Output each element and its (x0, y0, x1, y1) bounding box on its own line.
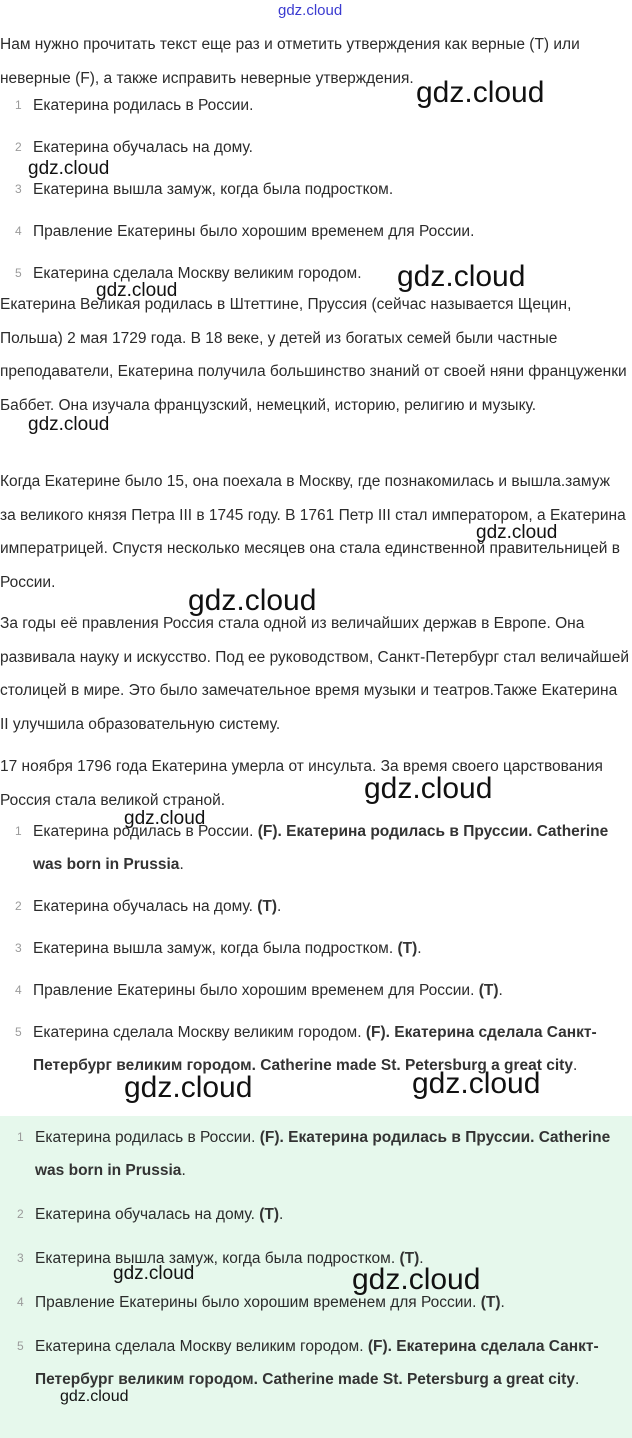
answer-statement: Правление Екатерины было хорошим временем для России. (35, 1294, 481, 1311)
answer-number: 2 (17, 1207, 24, 1221)
answer-number: 3 (17, 1251, 24, 1265)
answer-mark: (F). (257, 823, 282, 840)
answer-tail: . (277, 898, 282, 915)
answer-tail: . (574, 1371, 580, 1388)
watermark-text: gdz.cloud (352, 1263, 481, 1296)
watermark-text: gdz.cloud (124, 808, 206, 829)
answer-tail: . (498, 982, 503, 999)
answer-item (0, 1330, 632, 1396)
answer-number: 1 (17, 1130, 24, 1144)
watermark-text: gdz.cloud (188, 584, 317, 617)
answer-number: 4 (15, 983, 22, 997)
statement-text: Екатерина сделала Москву великим городом. (33, 265, 362, 282)
statement-item (0, 215, 630, 248)
watermark-text: gdz.cloud (364, 772, 493, 805)
answer-number: 3 (15, 941, 22, 955)
answer-item (0, 1286, 632, 1319)
statement-number: 4 (15, 224, 22, 238)
answers-list (0, 815, 630, 1082)
reading-paragraph: Екатерина Великая родилась в Штеттине, Пруссия (сейчас называется Щецин, Польша) 2 мая 1729 года. В 18 веке, у детей из богатых семей были частные преподаватели, Екатерина получила большинство знаний от своей няни француженки Баббет. Она изучала французский, немецкий, историю, религию и музыку. (0, 296, 627, 414)
watermark-text: gdz.cloud (60, 1388, 129, 1405)
watermark-text: gdz.cloud (416, 76, 545, 109)
watermark-text: gdz.cloud (476, 522, 558, 543)
answer-statement: Екатерина родилась в России. (33, 823, 258, 840)
answer-mark: (F). (259, 1129, 284, 1146)
statement-item (0, 257, 630, 290)
statement-number: 3 (15, 182, 22, 196)
statement-number: 2 (15, 140, 22, 154)
answer-statement: Екатерина обучалась на дому. (35, 1206, 260, 1223)
header-watermark: gdz.cloud (278, 2, 343, 19)
watermark-text: gdz.cloud (397, 260, 526, 293)
answer-statement: Екатерина родилась в России. (35, 1129, 260, 1146)
watermark-text: gdz.cloud (412, 1067, 541, 1100)
answer-mark: (F). (367, 1338, 392, 1355)
statement-number: 5 (15, 266, 22, 280)
answer-statement: Правление Екатерины было хорошим временем для России. (33, 982, 479, 999)
answer-statement: Екатерина вышла замуж, когда была подростком. (35, 1250, 400, 1267)
answer-correction: Екатерина родилась в Пруссии. Catherine was born in Prussia (35, 1129, 611, 1179)
statement-text: Екатерина родилась в России. (33, 97, 254, 114)
statement-text: Екатерина обучалась на дому. (33, 139, 253, 156)
watermark-text: gdz.cloud (28, 158, 110, 179)
statements-list (0, 89, 630, 290)
answer-statement: Екатерина сделала Москву великим городом. (35, 1338, 368, 1355)
answer-mark: (T) (480, 1294, 501, 1311)
reading-paragraph: Когда Екатерине было 15, она поехала в Москву, где познакомилась и вышла.замуж за великого князя Петра III в 1745 году. В 1761 Петр III стал императором, а Екатерина императрицей. Спустя несколько месяцев она стала единственной правительницей в России. (0, 473, 626, 591)
watermark-text: gdz.cloud (28, 414, 110, 435)
answer-correction: Екатерина родилась в Пруссии. Catherine was born in Prussia (33, 823, 609, 873)
watermark-text: gdz.cloud (124, 1071, 253, 1104)
watermark-text: gdz.cloud (96, 280, 178, 301)
statement-number: 1 (15, 98, 22, 112)
reading-paragraph: 17 ноября 1796 года Екатерина умерла от инсульта. За время своего царствования Россия стала великой страной. (0, 758, 603, 809)
answer-number: 5 (17, 1339, 24, 1353)
answer-item (0, 890, 630, 923)
answer-mark: (T) (478, 982, 499, 999)
answer-tail: . (500, 1294, 505, 1311)
answer-item (0, 815, 630, 881)
answer-item (0, 1242, 632, 1275)
answer-item (0, 974, 630, 1007)
answer-correction: Екатерина сделала Санкт-Петербург великим городом. Catherine made St. Petersburg a great city (35, 1338, 599, 1388)
answer-tail: . (181, 1162, 186, 1179)
answer-tail: . (417, 940, 422, 957)
answer-mark: (F). (365, 1024, 390, 1041)
answer-item (0, 932, 630, 965)
statement-text: Екатерина вышла замуж, когда была подростком. (33, 181, 394, 198)
answer-statement: Екатерина вышла замуж, когда была подростком. (33, 940, 398, 957)
answer-number: 4 (17, 1295, 24, 1309)
answer-item (0, 1198, 632, 1231)
answer-tail: . (419, 1250, 424, 1267)
answer-number: 2 (15, 899, 22, 913)
answer-mark: (T) (397, 940, 418, 957)
answer-tail: . (179, 856, 184, 873)
watermark-text: gdz.cloud (113, 1263, 195, 1284)
answer-tail: . (279, 1206, 284, 1223)
answer-tail: . (572, 1057, 578, 1074)
answer-number: 5 (15, 1025, 22, 1039)
answer-mark: (T) (257, 898, 278, 915)
answer-statement: Екатерина обучалась на дому. (33, 898, 258, 915)
answer-correction: Екатерина сделала Санкт-Петербург великим городом. Catherine made St. Petersburg a great city (33, 1024, 597, 1074)
answer-number: 1 (15, 824, 22, 838)
answer-mark: (T) (259, 1206, 280, 1223)
answer-mark: (T) (399, 1250, 420, 1267)
intro-text: Нам нужно прочитать текст еще раз и отметить утверждения как верные (T) или неверные (F), а также исправить неверные утверждения. (0, 36, 580, 87)
statement-text: Правление Екатерины было хорошим временем для России. (33, 223, 475, 240)
answer-statement: Екатерина сделала Москву великим городом. (33, 1024, 366, 1041)
answer-item (0, 1121, 632, 1187)
reading-paragraph: За годы её правления Россия стала одной из величайших держав в Европе. Она развивала науку и искусство. Под ее руководством, Санкт-Петербург стал величайшей столицей в мире. Это было замечательное время музыки и театров.Также Екатерина II улучшила образовательную систему. (0, 615, 630, 733)
